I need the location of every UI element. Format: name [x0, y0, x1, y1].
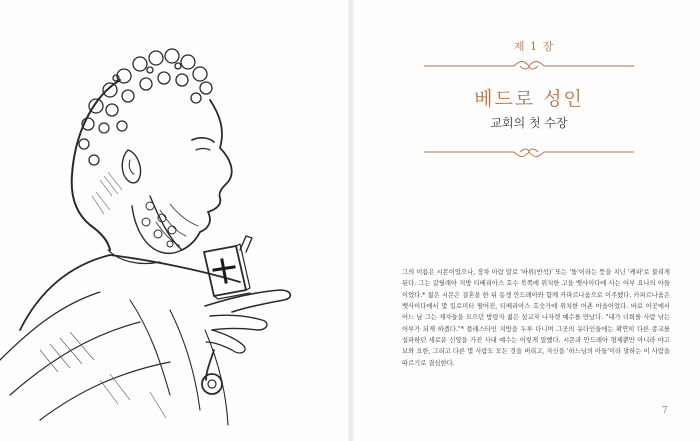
- ornament-rule-top: [424, 60, 634, 72]
- page-number: 7: [662, 406, 668, 416]
- body-paragraph: 그의 이름은 시몬이었으나, 장차 아람 말로 '바위(반석)' 또는 '돌'이라는 뜻을 지닌 '케파'로 불리게 된다. 그는 갈릴래아 지방 티베리아스 호수 북쪽에 위치한 고을 벳사이다에 사는 어부 요나의 아들이었다.* 젊은 시몬은 결혼을 한 뒤 동생 안드레아와 함께 카파르나움으로 이주했다. 카파르나움은 벳사이다에서 몇 킬로미터 떨어진, 티베리아스 호숫가에 위치한 어촌 마을이었다. 바로 이곳에서 어느 날 그는 제자들을 모으던 방랑자 젊은 설교자 나자렛 예수를 만났다. "내가 너희를 사람 낚는 어부가 되게 하겠다."* 플레스타인 지방을 두루 다니며 그곳의 유다인들에는 확연히 다른 종교를 설파하던 새로운 신앙을 가진 사내 예수는 이렇게 말했다. 시몬과 안드레아 형제뿐만 아니라 야고보와 요한, 그리고 다른 몇 사람도 모든 것을 버리고, 자신을 '하느님의 아들'이라 말하는 이 사람을 따르기로 결심한다.: [402, 269, 670, 367]
- chapter-subtitle: 교회의 첫 수장: [490, 116, 568, 130]
- ornament-rule-bottom: [424, 146, 634, 158]
- chapter-number: 제 1 장: [513, 40, 555, 53]
- left-page: [0, 0, 348, 441]
- right-page: [354, 0, 700, 441]
- chapter-title: 베드로 성인: [474, 88, 584, 110]
- saint-peter-illustration: [0, 0, 348, 441]
